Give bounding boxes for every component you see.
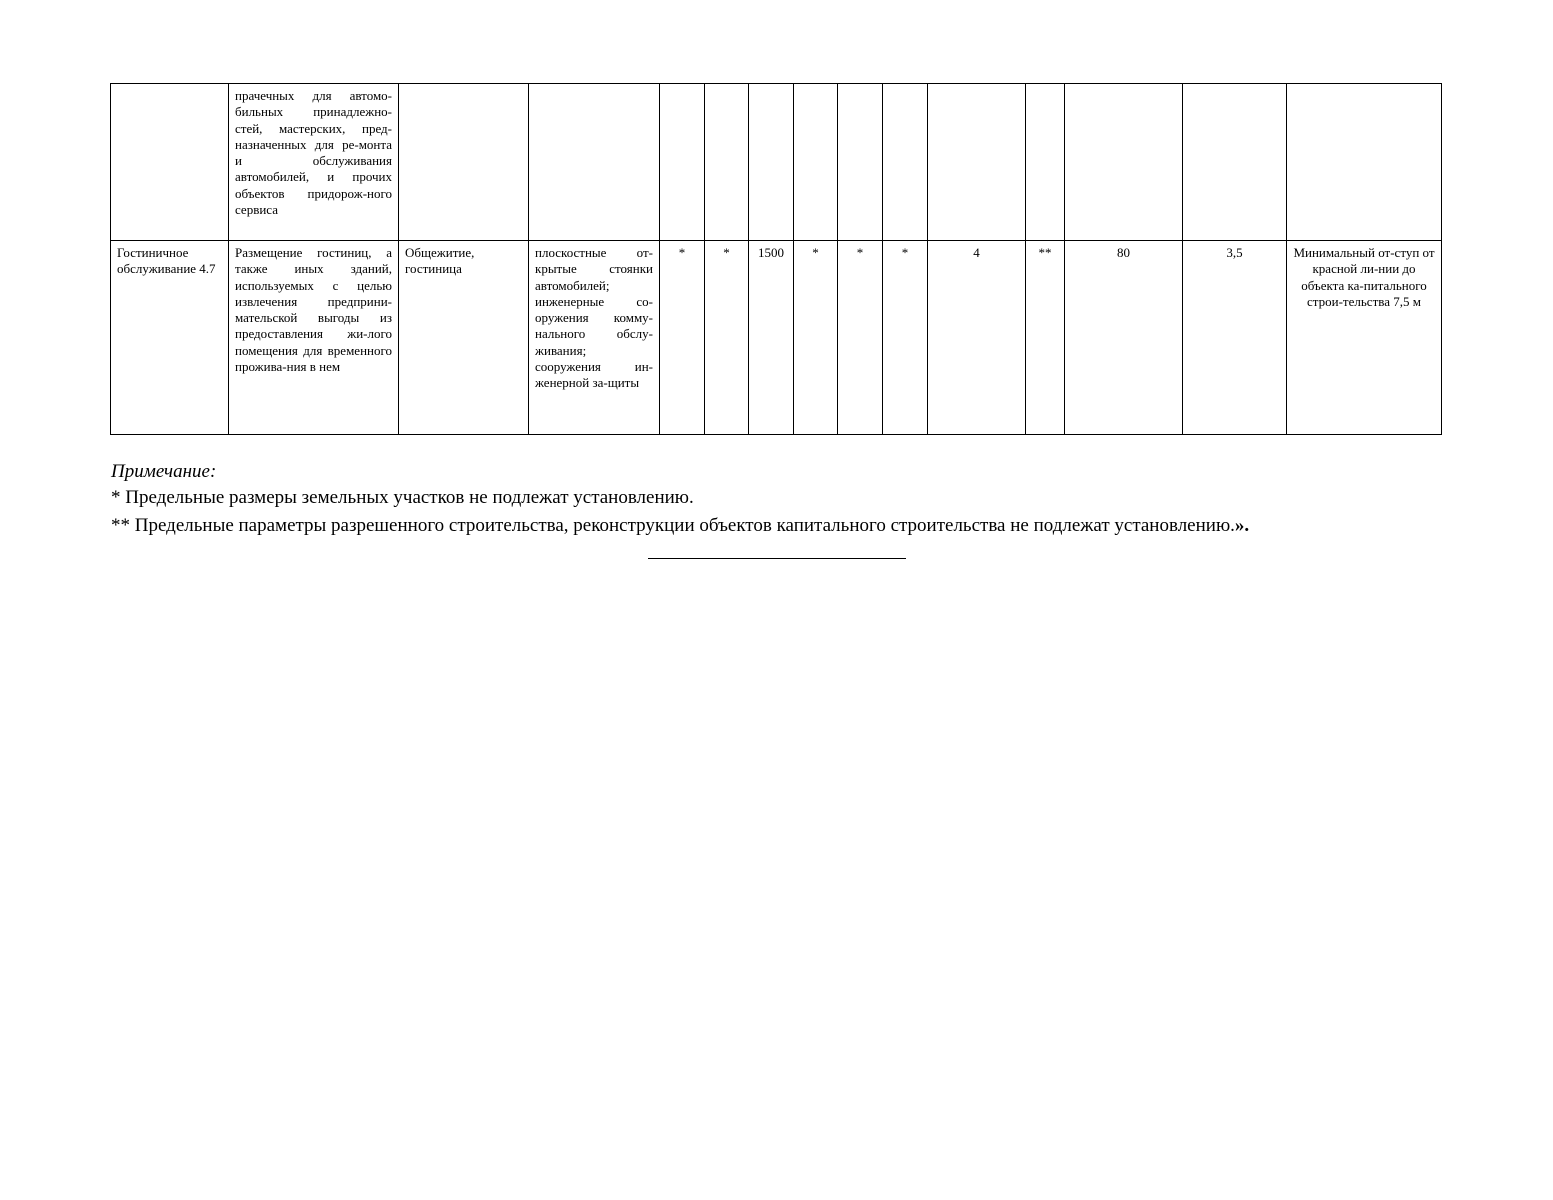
closing-quote: ». (1234, 515, 1250, 536)
table-cell: * (883, 241, 928, 435)
table-cell: * (794, 241, 838, 435)
separator-line (648, 558, 906, 559)
table-cell (749, 84, 794, 241)
note-title: Примечание: (111, 461, 217, 482)
table-cell (111, 84, 229, 241)
table-cell: 1500 (749, 241, 794, 435)
table-cell (660, 84, 705, 241)
table-cell (705, 84, 749, 241)
table-cell (1287, 84, 1442, 241)
table-cell (838, 84, 883, 241)
table-cell: * (705, 241, 749, 435)
table-cell (928, 84, 1026, 241)
table-cell: прачечных для автомо-бильных принадлежно-стей, мастерских, пред-назначенных для ре-монта и обслуживания автомобилей, и прочих объектов придорож-ного сервиса (229, 84, 399, 241)
table-cell: Размещение гостиниц, а также иных зданий, используемых с целью извлечения предприни-мательской выгоды из предоставления жи-лого помещения для временного прожива-ния в нем (229, 241, 399, 435)
table-cell: 80 (1065, 241, 1183, 435)
table-cell: ** (1026, 241, 1065, 435)
table-cell: плоскостные от-крытые стоянки автомобилей; инженерные со-оружения комму-нального обслу-живания; сооружения ин-женерной за-щиты (529, 241, 660, 435)
note-line (111, 514, 1249, 538)
note-line: * Предельные размеры земельных участков не подлежат установлению. (111, 487, 694, 508)
table-cell: Минимальный от-ступ от красной ли-нии до объекта ка-питального строи-тельства 7,5 м (1287, 241, 1442, 435)
table-cell (529, 84, 660, 241)
zoning-parameters-table (110, 83, 1442, 435)
table-cell: * (660, 241, 705, 435)
table-cell (1026, 84, 1065, 241)
table-cell (883, 84, 928, 241)
table-row (111, 241, 1442, 435)
table-cell (1183, 84, 1287, 241)
table-cell (794, 84, 838, 241)
table-cell (1065, 84, 1183, 241)
table-cell: Гостиничное обслуживание 4.7 (111, 241, 229, 435)
table-cell: Общежитие, гостиница (399, 241, 529, 435)
note-line-text: ** Предельные параметры разрешенного строительства, реконструкции объектов капитального строительства не подлежат установлению. (111, 515, 1235, 536)
table-row (111, 84, 1442, 241)
table-cell: 4 (928, 241, 1026, 435)
table-cell: 3,5 (1183, 241, 1287, 435)
table-cell: * (838, 241, 883, 435)
table-cell (399, 84, 529, 241)
